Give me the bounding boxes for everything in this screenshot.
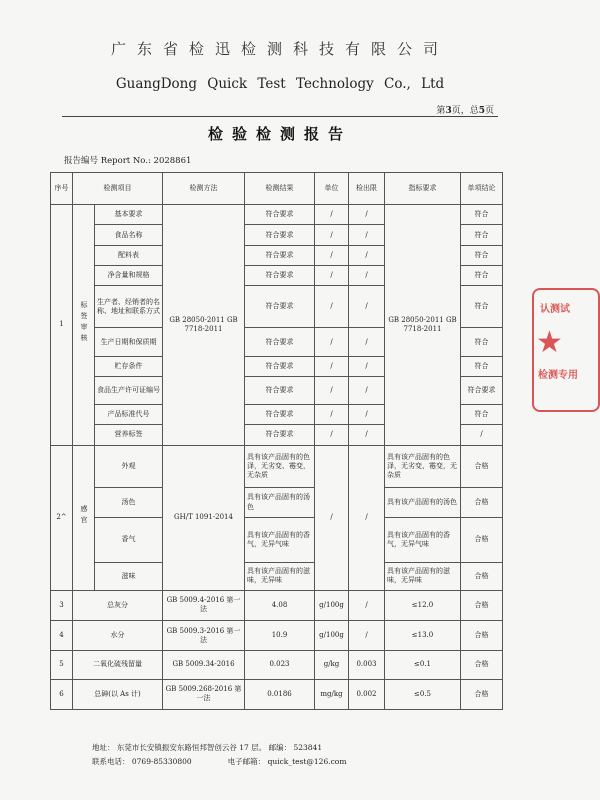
row-result: 0.0186 [245,679,315,709]
footer-phone: 联系电话： 0769-85330800 [92,757,192,766]
row-result: 符合要求 [245,328,315,356]
star-icon: ★ [536,325,563,360]
row-method: GB 5009.268-2016 第一法 [163,679,245,709]
table-header-row [51,173,503,205]
category-label: 标签审核 [80,301,89,346]
row-unit: / [315,205,349,225]
row-unit: / [315,356,349,376]
row-conclusion: 合格 [461,518,503,562]
table-row [51,679,503,709]
row-item: 生产者、经销者的名称、地址和联系方式 [95,286,163,328]
row-conclusion: 合格 [461,445,503,487]
row-method: GB 5009.4-2016 第一法 [163,590,245,620]
row-conclusion: 合格 [461,590,503,620]
row-unit: g/100g [315,621,349,651]
row-conclusion: 符合 [461,405,503,425]
page-prefix: 第 [436,106,446,116]
row-item: 食品生产许可证编号 [95,376,163,404]
row-conclusion: 合格 [461,621,503,651]
row-item: 外观 [95,445,163,487]
row-result: 符合要求 [245,356,315,376]
table-row [51,590,503,620]
row-no: 3 [51,590,73,620]
row-conclusion: 符合 [461,265,503,285]
col-header-item: 检测项目 [73,173,163,205]
row-unit: / [315,245,349,265]
company-name-en: GuangDong Quick Test Technology Co., Ltd [115,76,445,92]
row-requirement: 具有该产品固有的汤色 [385,487,461,517]
table-row [51,562,503,590]
table-row [51,487,503,517]
row-method: GB 5009.34-2016 [163,651,245,679]
row-item: 基本要求 [95,205,163,225]
row-item: 配料表 [95,245,163,265]
row-result: 符合要求 [245,425,315,445]
row-limit: / [349,265,385,285]
row-requirement: 具有该产品固有的香气，无异气味 [385,518,461,562]
results-table [50,172,503,710]
row-result: 符合要求 [245,245,315,265]
row-item: 生产日期和保质期 [95,328,163,356]
row-limit: 0.003 [349,651,385,679]
row-result: 符合要求 [245,405,315,425]
row-method: GH/T 1091-2014 [163,445,245,590]
row-requirement: ≤0.1 [385,651,461,679]
row-result: 具有该产品固有的色泽，无劣变、霉变，无杂质 [245,445,315,487]
row-limit: / [349,590,385,620]
col-header-unit: 单位 [315,173,349,205]
row-item: 香气 [95,518,163,562]
page-suffix: 页 [484,106,494,116]
row-limit: / [349,286,385,328]
row-conclusion: 符合要求 [461,376,503,404]
row-requirement: ≤12.0 [385,590,461,620]
category-label: 感官 [80,505,89,528]
stamp-text-bottom: 检测专用 [538,370,578,381]
row-result: 10.9 [245,621,315,651]
page-number [436,103,494,116]
row-item: 水分 [73,621,163,651]
row-unit: g/100g [315,590,349,620]
row-no: 4 [51,621,73,651]
row-result: 符合要求 [245,265,315,285]
row-unit: / [315,286,349,328]
seal-stamp [532,288,600,412]
row-no: 1 [51,205,73,445]
document-title: 检验检测报告 [207,125,352,143]
row-category [73,445,95,590]
table-row [51,621,503,651]
row-limit: / [349,425,385,445]
row-limit: / [349,245,385,265]
row-limit: / [349,405,385,425]
row-no: 2^ [51,445,73,590]
row-conclusion: 合格 [461,562,503,590]
row-limit: / [349,356,385,376]
row-item: 贮存条件 [95,356,163,376]
col-header-limit: 检出限 [349,173,385,205]
row-unit: / [315,328,349,356]
row-result: 符合要求 [245,286,315,328]
row-unit: / [315,405,349,425]
row-no: 5 [51,651,73,679]
row-limit: / [349,328,385,356]
row-result: 具有该产品固有的汤色 [245,487,315,517]
row-result: 符合要求 [245,376,315,404]
row-method: GB 5009.3-2016 第一法 [163,621,245,651]
row-item: 总砷(以 As 计) [73,679,163,709]
col-header-requirement: 指标要求 [385,173,461,205]
header-rule [62,116,498,117]
row-category [73,205,95,445]
row-unit: / [315,225,349,245]
row-conclusion: 符合 [461,328,503,356]
row-conclusion: 符合 [461,205,503,225]
row-requirement: 具有该产品固有的滋味，无异味 [385,562,461,590]
row-limit: / [349,225,385,245]
row-unit: mg/kg [315,679,349,709]
row-result: 符合要求 [245,225,315,245]
table-row [51,205,503,225]
footer-address: 地址： 东莞市长安镇振安东路恒邦智创云谷 17 层。 邮编： 523841 [92,743,323,752]
table-row [51,651,503,679]
row-limit: / [349,445,385,590]
row-item: 产品标准代号 [95,405,163,425]
page-current: 3 [445,106,452,116]
row-item: 食品名称 [95,225,163,245]
row-unit: g/kg [315,651,349,679]
row-item: 总灰分 [73,590,163,620]
page-total: 5 [478,106,485,116]
row-result: 4.08 [245,590,315,620]
row-limit: / [349,621,385,651]
row-unit: / [315,425,349,445]
row-limit: / [349,376,385,404]
col-header-no: 序号 [51,173,73,205]
row-result: 0.023 [245,651,315,679]
row-conclusion: 符合 [461,286,503,328]
row-conclusion: 符合 [461,225,503,245]
row-requirement: ≤13.0 [385,621,461,651]
row-limit: 0.002 [349,679,385,709]
row-unit: / [315,376,349,404]
row-unit: / [315,265,349,285]
row-requirement: GB 28050-2011 GB 7718-2011 [385,205,461,445]
row-item: 汤色 [95,487,163,517]
report-number: 报告编号 Report No.: 2028861 [64,156,192,166]
col-header-result: 检测结果 [245,173,315,205]
table-row [51,445,503,487]
row-conclusion: 符合 [461,356,503,376]
row-unit: / [315,445,349,590]
row-item: 二氧化硫残留量 [73,651,163,679]
row-conclusion: 合格 [461,487,503,517]
row-conclusion: 合格 [461,651,503,679]
row-result: 具有该产品固有的滋味，无异味 [245,562,315,590]
row-no: 6 [51,679,73,709]
row-item: 滋味 [95,562,163,590]
row-conclusion: / [461,425,503,445]
table-row [51,518,503,562]
row-conclusion: 合格 [461,679,503,709]
row-result: 具有该产品固有的香气，无异气味 [245,518,315,562]
footer-email: 电子邮箱： quick_test@126.com [227,757,347,766]
company-name-cn: 广东省检迅检测科技有限公司 [110,40,449,58]
col-header-conclusion: 单项结论 [461,173,503,205]
row-item: 净含量和规格 [95,265,163,285]
col-header-method: 检测方法 [163,173,245,205]
page-middle: 页，总 [451,106,479,116]
row-result: 符合要求 [245,205,315,225]
row-limit: / [349,205,385,225]
stamp-text-top: 认测试 [540,304,570,315]
row-requirement: ≤0.5 [385,679,461,709]
row-method: GB 28050-2011 GB 7718-2011 [163,205,245,445]
row-item: 营养标签 [95,425,163,445]
row-requirement: 具有该产品固有的色泽，无劣变、霉变，无杂质 [385,445,461,487]
row-conclusion: 符合 [461,245,503,265]
footer-contact [92,756,346,767]
